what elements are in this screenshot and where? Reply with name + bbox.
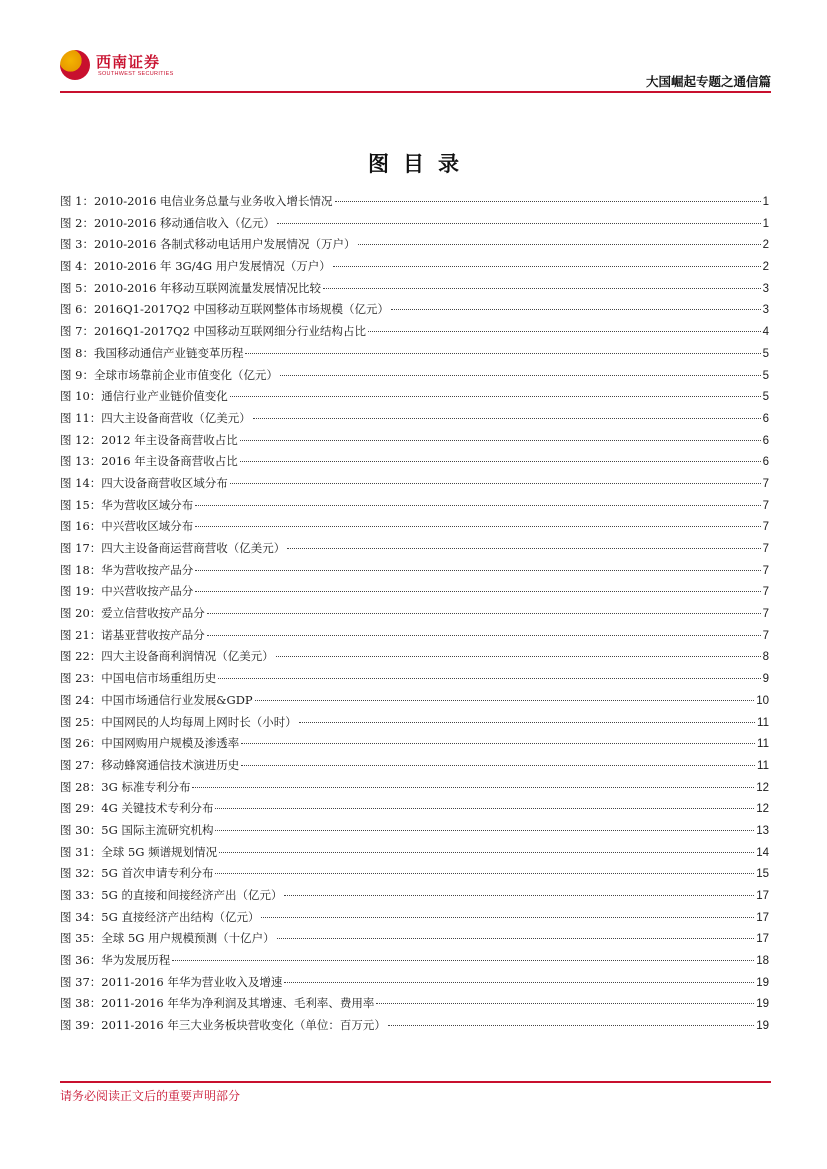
toc-entry-label: 图 18：华为营收按产品分 — [60, 562, 194, 577]
toc-entry-label: 图 2：2010-2016 移动通信收入（亿元） — [60, 215, 276, 230]
toc-entry-label: 图 36：华为发展历程 — [60, 953, 171, 968]
toc-entry-page: 6 — [762, 456, 769, 469]
toc-entry-page: 4 — [762, 326, 769, 339]
toc-entry-label: 图 39：2011-2016 年三大业务板块营收变化（单位：百万元） — [60, 1018, 386, 1033]
toc-entry-page: 12 — [756, 781, 769, 794]
toc-dot-leader — [376, 1003, 754, 1004]
toc-entry-page: 7 — [762, 521, 769, 534]
page-header — [60, 46, 771, 92]
toc-dot-leader — [253, 418, 761, 419]
toc-entry-page: 11 — [757, 738, 769, 751]
header-divider — [60, 91, 771, 93]
toc-entry-label: 图 9：全球市场靠前企业市值变化（亿元） — [60, 367, 278, 382]
logo-name-en: SOUTHWEST SECURITIES — [98, 71, 174, 77]
logo-mark-icon — [60, 50, 90, 80]
company-logo — [60, 48, 174, 84]
toc-entry-label: 图 27：移动蜂窝通信技术演进历史 — [60, 757, 240, 772]
toc-entry-page: 6 — [762, 412, 769, 425]
toc-dot-leader — [276, 656, 761, 657]
toc-entry-page: 7 — [762, 629, 769, 642]
toc-entry-label: 图 35：全球 5G 用户规模预测（十亿户） — [60, 931, 275, 946]
toc-entry-page: 3 — [762, 282, 769, 295]
toc-entry[interactable] — [60, 560, 769, 582]
toc-entry-page: 15 — [756, 868, 769, 881]
toc-dot-leader — [287, 548, 760, 549]
toc-dot-leader — [391, 309, 761, 310]
toc-dot-leader — [215, 808, 754, 809]
toc-entry-page: 17 — [756, 890, 769, 902]
toc-dot-leader — [195, 570, 760, 571]
toc-entry-label: 图 37：2011-2016 年华为营业收入及增速 — [60, 974, 283, 989]
toc-entry-label: 图 25：中国网民的人均每周上网时长（小时） — [60, 714, 297, 729]
toc-entry-page: 11 — [757, 716, 769, 729]
toc-entry[interactable] — [60, 972, 769, 994]
toc-dot-leader — [195, 591, 760, 592]
toc-entry-label: 图 30：5G 国际主流研究机构 — [60, 822, 214, 837]
toc-entry[interactable] — [60, 993, 769, 1015]
toc-entry[interactable] — [60, 603, 769, 625]
toc-entry[interactable] — [60, 213, 769, 235]
toc-entry[interactable] — [60, 343, 769, 365]
toc-entry[interactable] — [60, 777, 769, 799]
toc-entry[interactable] — [60, 646, 769, 668]
toc-entry[interactable] — [60, 495, 769, 517]
toc-entry[interactable] — [60, 299, 769, 321]
toc-entry[interactable] — [60, 234, 769, 256]
toc-entry-label: 图 31：全球 5G 频谱规划情况 — [60, 844, 218, 859]
toc-entry-page: 19 — [756, 1020, 769, 1033]
toc-dot-leader — [172, 960, 754, 961]
toc-entry-page: 5 — [762, 369, 769, 382]
toc-entry-page: 17 — [756, 933, 769, 946]
toc-entry[interactable] — [60, 256, 769, 278]
toc-dot-leader — [207, 635, 761, 636]
toc-entry-page: 7 — [762, 499, 769, 512]
toc-entry[interactable] — [60, 690, 769, 712]
toc-entry-page: 10 — [756, 694, 769, 707]
report-series-title: 大国崛起专题之通信篇 — [645, 74, 771, 89]
toc-dot-leader — [230, 396, 761, 397]
toc-entry-label: 图 22：四大主设备商利润情况（亿美元） — [60, 649, 274, 664]
toc-entry[interactable] — [60, 473, 769, 495]
toc-entry[interactable] — [60, 365, 769, 387]
toc-dot-leader — [277, 223, 761, 224]
toc-entry-label: 图 38：2011-2016 年华为净利润及其增速、毛利率、费用率 — [60, 996, 375, 1011]
toc-entry[interactable] — [60, 538, 769, 560]
toc-dot-leader — [215, 830, 754, 831]
toc-entry[interactable] — [60, 1015, 769, 1037]
toc-entry-page: 1 — [762, 196, 769, 208]
toc-dot-leader — [240, 461, 761, 462]
toc-dot-leader — [219, 852, 754, 853]
toc-dot-leader — [277, 938, 755, 939]
toc-dot-leader — [335, 201, 761, 202]
toc-entry-page: 7 — [762, 477, 769, 490]
toc-entry-page: 8 — [762, 651, 769, 664]
toc-entry-page: 3 — [762, 304, 769, 317]
toc-entry-label: 图 11：四大主设备商营收（亿美元） — [60, 410, 251, 425]
toc-entry-page: 11 — [757, 759, 769, 772]
toc-entry[interactable] — [60, 712, 769, 734]
toc-entry[interactable] — [60, 755, 769, 777]
toc-entry-page: 5 — [762, 347, 769, 360]
toc-dot-leader — [240, 440, 761, 441]
toc-entry-label: 图 16：中兴营收区域分布 — [60, 519, 194, 534]
toc-dot-leader — [333, 266, 761, 267]
toc-dot-leader — [284, 895, 754, 896]
toc-dot-leader — [299, 722, 755, 723]
toc-entry[interactable] — [60, 885, 769, 907]
toc-entry-label: 图 21：诺基亚营收按产品分 — [60, 627, 205, 642]
toc-entry-label: 图 32：5G 首次申请专利分布 — [60, 866, 214, 881]
toc-entry[interactable] — [60, 278, 769, 300]
toc-entry-label: 图 3：2010-2016 各制式移动电话用户发展情况（万户） — [60, 237, 356, 252]
toc-entry-label: 图 15：华为营收区域分布 — [60, 497, 194, 512]
toc-entry-label: 图 8：我国移动通信产业链变革历程 — [60, 345, 244, 360]
toc-dot-leader — [261, 917, 754, 918]
toc-dot-leader — [388, 1025, 754, 1026]
toc-entry[interactable] — [60, 842, 769, 864]
toc-dot-leader — [218, 678, 760, 679]
toc-entry-page: 1 — [762, 217, 769, 230]
toc-dot-leader — [280, 375, 761, 376]
toc-entry-label: 图 6：2016Q1-2017Q2 中国移动互联网整体市场规模（亿元） — [60, 302, 390, 317]
toc-entry[interactable] — [60, 408, 769, 430]
toc-entry-label: 图 12：2012 年主设备商营收占比 — [60, 432, 238, 447]
toc-entry-page: 7 — [762, 608, 769, 621]
toc-dot-leader — [207, 613, 761, 614]
toc-entry-page: 5 — [762, 391, 769, 404]
footer-disclaimer: 请务必阅读正文后的重要声明部分 — [60, 1089, 241, 1103]
toc-entry-page: 7 — [762, 564, 769, 577]
toc-entry-label: 图 5：2010-2016 年移动互联网流量发展情况比较 — [60, 280, 322, 295]
footer-divider — [60, 1081, 771, 1083]
toc-entry-label: 图 17：四大主设备商运营商营收（亿美元） — [60, 541, 286, 555]
toc-entry-label: 图 1：2010-2016 电信业务总量与业务收入增长情况 — [60, 194, 333, 208]
toc-entry-page: 2 — [762, 239, 769, 252]
toc-entry[interactable] — [60, 386, 769, 408]
toc-dot-leader — [255, 700, 755, 701]
toc-entry[interactable] — [60, 191, 769, 213]
toc-entry[interactable] — [60, 625, 769, 647]
toc-entry[interactable] — [60, 907, 769, 929]
toc-entry[interactable] — [60, 430, 769, 452]
toc-dot-leader — [215, 873, 754, 874]
toc-entry[interactable] — [60, 820, 769, 842]
toc-title: 图目录 — [368, 152, 473, 176]
toc-entry[interactable] — [60, 581, 769, 603]
toc-dot-leader — [358, 244, 761, 245]
toc-entry[interactable] — [60, 451, 769, 473]
toc-dot-leader — [241, 743, 755, 744]
toc-dot-leader — [195, 526, 760, 527]
toc-entry-label: 图 28：3G 标准专利分布 — [60, 779, 191, 794]
toc-entry-page: 7 — [762, 543, 769, 555]
toc-entry-label: 图 10：通信行业产业链价值变化 — [60, 389, 228, 404]
toc-dot-leader — [245, 353, 760, 354]
toc-dot-leader — [284, 982, 754, 983]
toc-entry-page: 14 — [756, 846, 769, 859]
toc-entry-page: 6 — [762, 434, 769, 447]
toc-entry-label: 图 13：2016 年主设备商营收占比 — [60, 454, 238, 469]
toc-dot-leader — [241, 765, 755, 766]
toc-entry-page: 17 — [756, 911, 769, 924]
toc-entry-page: 9 — [762, 673, 769, 686]
toc-dot-leader — [230, 483, 761, 484]
toc-entry-page: 12 — [756, 803, 769, 816]
toc-entry[interactable] — [60, 668, 769, 690]
toc-entry-page: 13 — [756, 824, 769, 837]
toc-dot-leader — [323, 288, 761, 289]
toc-entry[interactable] — [60, 798, 769, 820]
toc-entry[interactable] — [60, 516, 769, 538]
toc-dot-leader — [192, 787, 754, 788]
toc-entry-page: 18 — [756, 955, 769, 968]
toc-entry-label: 图 19：中兴营收按产品分 — [60, 584, 194, 599]
toc-entry-label: 图 26：中国网购用户规模及渗透率 — [60, 736, 240, 751]
logo-name-cn: 西南证券 — [96, 53, 161, 71]
toc-entry-label: 图 4：2010-2016 年 3G/4G 用户发展情况（万户） — [60, 259, 331, 274]
toc-entry-page: 19 — [756, 976, 769, 989]
toc-entry-label: 图 24：中国市场通信行业发展&GDP — [60, 692, 253, 707]
toc-entry-page: 2 — [762, 261, 769, 274]
toc-entry-label: 图 7：2016Q1-2017Q2 中国移动互联网细分行业结构占比 — [60, 324, 367, 339]
figure-toc-list — [60, 191, 769, 1037]
toc-entry-label: 图 29：4G 关键技术专利分布 — [60, 801, 214, 816]
toc-entry-label: 图 34：5G 直接经济产出结构（亿元） — [60, 909, 260, 924]
toc-entry[interactable] — [60, 928, 769, 950]
toc-entry-label: 图 33：5G 的直接和间接经济产出（亿元） — [60, 888, 283, 902]
toc-entry-page: 19 — [756, 998, 769, 1011]
toc-entry[interactable] — [60, 863, 769, 885]
toc-entry[interactable] — [60, 950, 769, 972]
toc-entry-label: 图 14：四大设备商营收区域分布 — [60, 475, 228, 490]
toc-dot-leader — [368, 331, 761, 332]
toc-entry-label: 图 20：爱立信营收按产品分 — [60, 606, 205, 621]
toc-entry[interactable] — [60, 733, 769, 755]
toc-entry[interactable] — [60, 321, 769, 343]
toc-dot-leader — [195, 505, 760, 506]
toc-entry-label: 图 23：中国电信市场重组历史 — [60, 671, 217, 686]
toc-entry-page: 7 — [762, 586, 769, 599]
